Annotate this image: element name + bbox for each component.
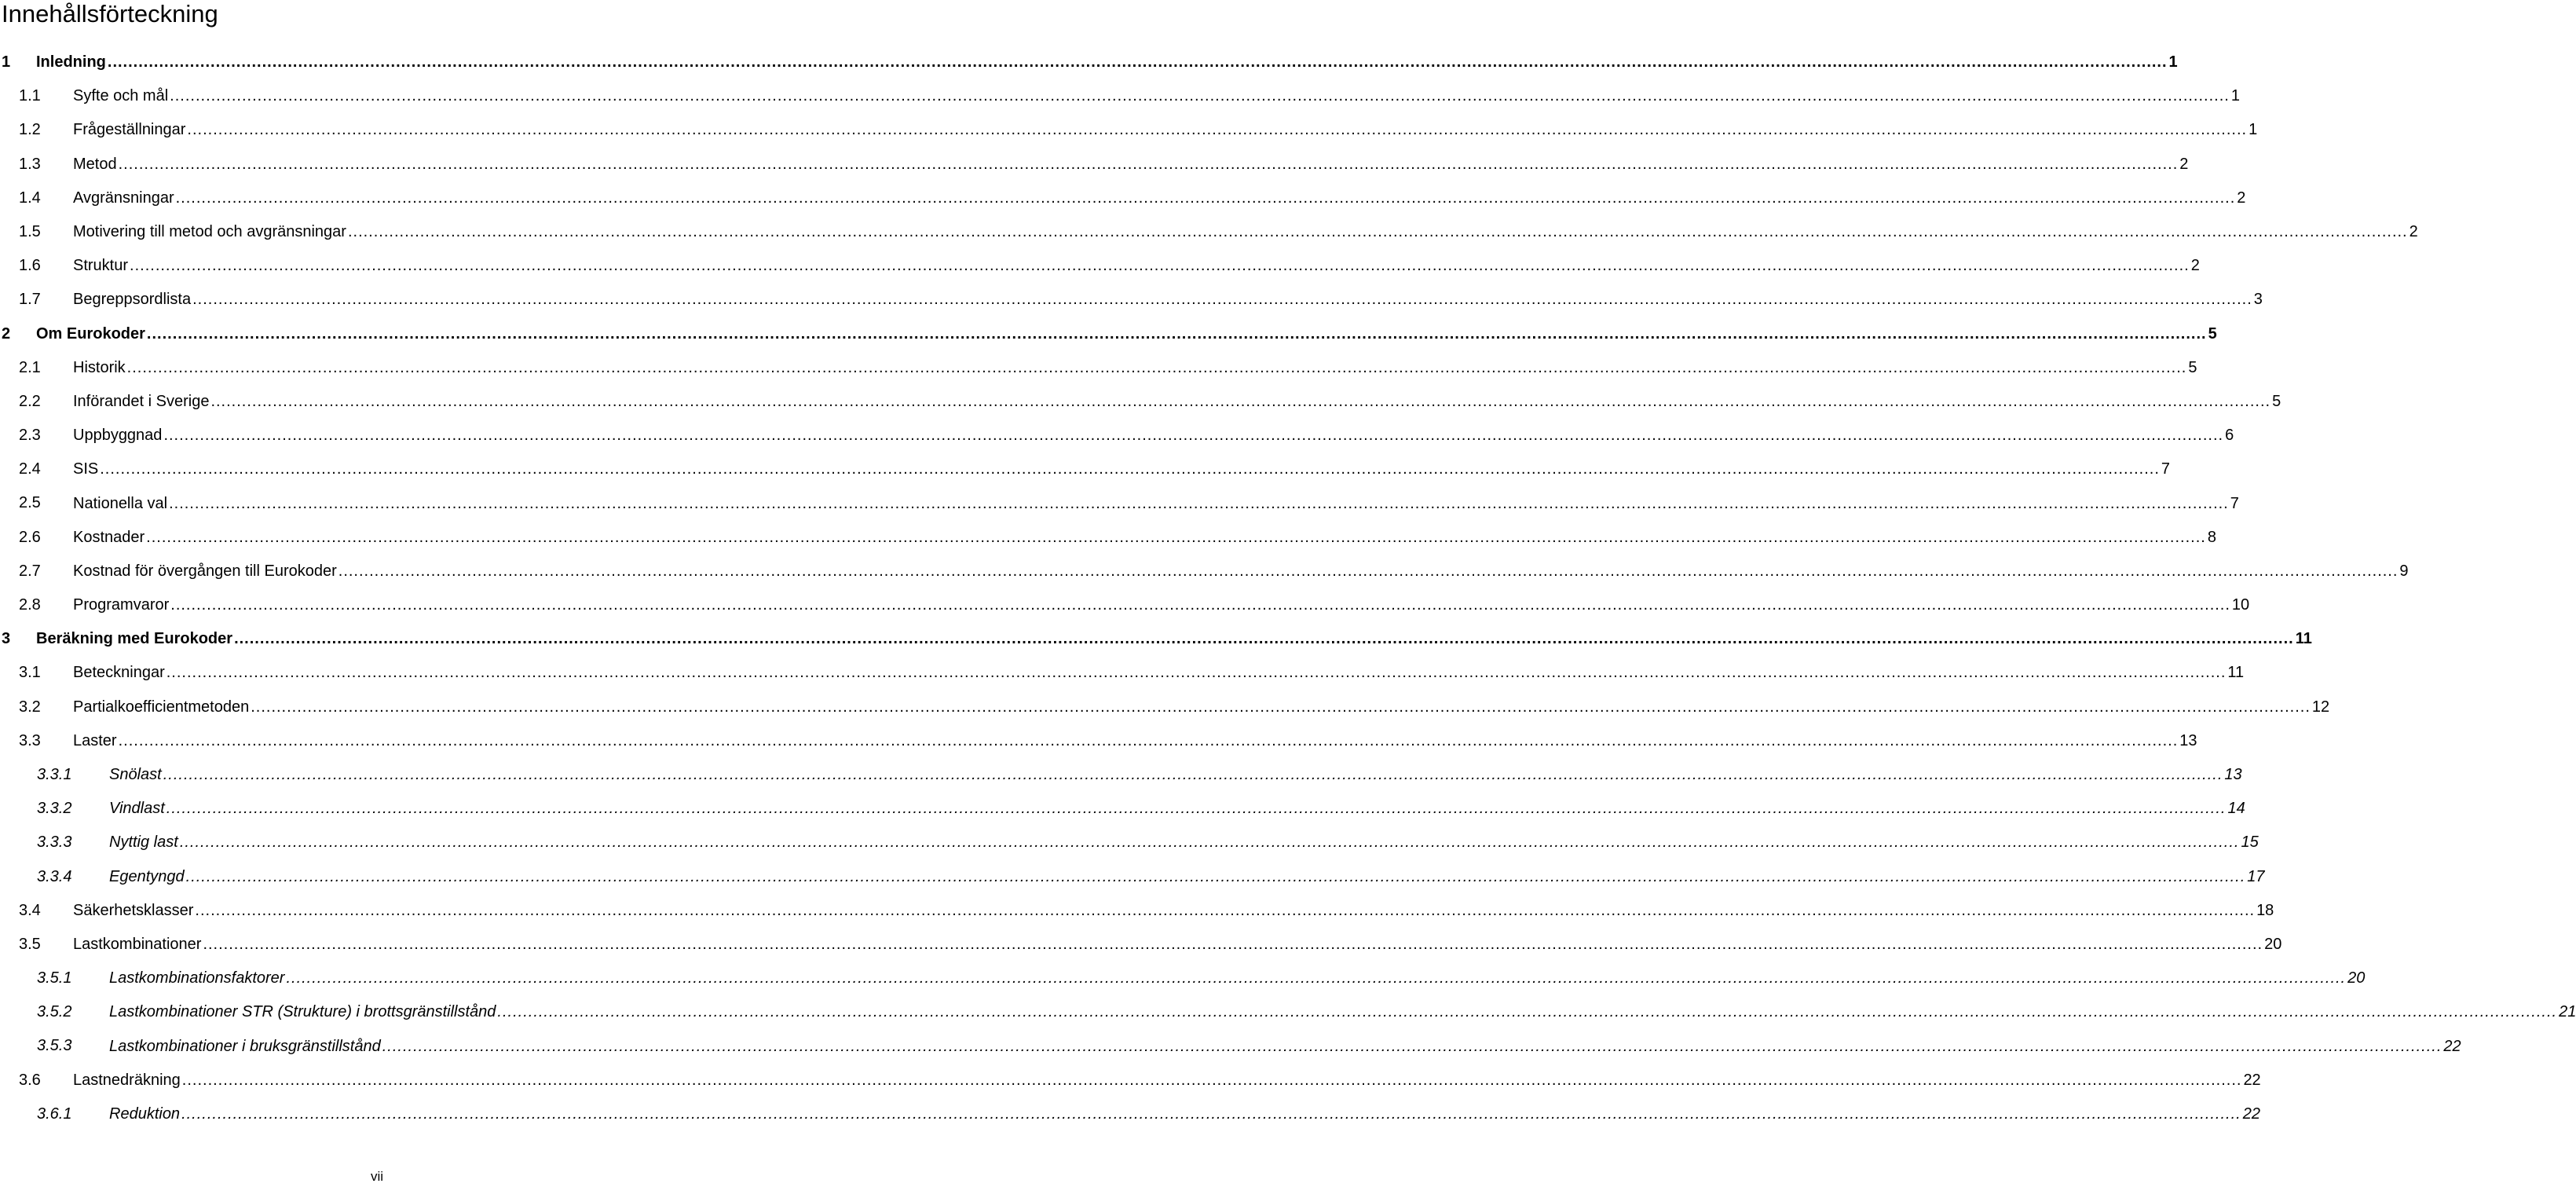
toc-entry-label: Begreppsordlista xyxy=(73,291,192,309)
toc-entry-line xyxy=(73,148,2189,181)
toc-entry-line xyxy=(73,555,2409,588)
toc-dot-leader: ................................................................................................................................................................................................................................................................................................................................................................................................................ xyxy=(382,1037,2442,1055)
toc-entry[interactable] xyxy=(0,283,2263,317)
toc-entry-label: Beteckningar xyxy=(73,664,165,682)
toc-entry-page: 20 xyxy=(2347,969,2366,987)
toc-entry-page: 6 xyxy=(2225,427,2234,445)
toc-dot-leader: ................................................................................................................................................................................................................................................................................................................................................................................................................ xyxy=(130,257,2190,275)
toc-entry[interactable] xyxy=(0,419,2234,452)
toc-entry-page: 21 xyxy=(2559,1003,2576,1021)
toc-dot-leader: ................................................................................................................................................................................................................................................................................................................................................................................................................ xyxy=(179,833,2240,852)
toc-dot-leader: ................................................................................................................................................................................................................................................................................................................................................................................................................ xyxy=(170,596,2230,614)
toc-dot-leader: ................................................................................................................................................................................................................................................................................................................................................................................................................ xyxy=(181,1071,2242,1089)
toc-entry-label: Lastkombinationer STR (Strukture) i brottsgränstillstånd xyxy=(109,1003,496,1021)
toc-dot-leader: ................................................................................................................................................................................................................................................................................................................................................................................................................ xyxy=(146,528,2206,546)
toc-entry[interactable] xyxy=(0,588,2250,622)
toc-entry-number: 3.3.4 xyxy=(37,867,72,885)
toc-entry-page: 7 xyxy=(2230,494,2239,512)
toc-entry-line xyxy=(109,1097,2260,1131)
toc-entry-label: Nationella val xyxy=(73,494,168,512)
toc-entry-label: SIS xyxy=(73,460,99,478)
toc-entry-number: 3.6 xyxy=(19,1071,41,1089)
toc-entry[interactable] xyxy=(0,385,2281,419)
toc-entry-line xyxy=(73,249,2200,283)
toc-entry-line xyxy=(73,894,2274,928)
toc-entry-line xyxy=(73,452,2171,486)
toc-entry-line xyxy=(73,521,2216,555)
toc-entry-line xyxy=(109,758,2242,792)
toc-entry-label: Programvaror xyxy=(73,596,170,614)
table-of-contents xyxy=(0,46,2576,1131)
toc-entry-number: 1.7 xyxy=(19,291,41,309)
toc-entry-number: 1.1 xyxy=(19,87,41,105)
toc-dot-leader: ................................................................................................................................................................................................................................................................................................................................................................................................................ xyxy=(497,1003,2558,1021)
toc-entry-label: Frågeställningar xyxy=(73,121,186,139)
toc-entry-line xyxy=(73,113,2258,147)
toc-entry-number: 2.3 xyxy=(19,427,41,445)
toc-entry-label: Egentyngd xyxy=(109,867,185,885)
toc-entry[interactable] xyxy=(0,1097,2260,1131)
toc-entry[interactable] xyxy=(0,691,2330,724)
toc-entry-line xyxy=(73,351,2197,385)
toc-entry-number: 2.1 xyxy=(19,358,41,376)
toc-entry-label: Syfte och mål xyxy=(73,87,169,105)
toc-entry-line xyxy=(109,962,2366,995)
toc-entry-number: 2.8 xyxy=(19,596,41,614)
toc-entry-label: Struktur xyxy=(73,257,129,275)
toc-entry-label: Laster xyxy=(73,731,117,749)
toc-entry-number: 2.4 xyxy=(19,460,41,478)
toc-entry[interactable] xyxy=(0,1064,2261,1097)
toc-entry[interactable] xyxy=(0,181,2246,215)
toc-dot-leader: ................................................................................................................................................................................................................................................................................................................................................................................................................ xyxy=(187,121,2248,139)
toc-entry-page: 17 xyxy=(2247,867,2265,885)
toc-entry-page: 20 xyxy=(2264,935,2282,953)
toc-entry[interactable] xyxy=(0,555,2409,588)
toc-entry-line xyxy=(73,656,2245,690)
toc-entry-number: 3 xyxy=(2,630,11,648)
toc-entry-number: 1 xyxy=(2,53,11,71)
toc-entry[interactable] xyxy=(0,758,2242,792)
toc-entry-page: 1 xyxy=(2249,121,2258,139)
toc-entry-page: 15 xyxy=(2241,833,2259,852)
toc-dot-leader: ................................................................................................................................................................................................................................................................................................................................................................................................................ xyxy=(163,427,2224,445)
toc-entry-label: Kostnad för övergången till Eurokoder xyxy=(73,562,337,580)
toc-entry-label: Om Eurokoder xyxy=(36,324,145,343)
toc-entry-number: 3.6.1 xyxy=(37,1105,72,1123)
toc-entry-page: 13 xyxy=(2179,731,2197,749)
toc-entry-line xyxy=(73,928,2282,962)
toc-entry-label: Uppbyggnad xyxy=(73,427,163,445)
toc-entry-page: 11 xyxy=(2227,664,2245,682)
toc-entry-line xyxy=(36,46,2178,79)
toc-dot-leader: ................................................................................................................................................................................................................................................................................................................................................................................................................ xyxy=(234,630,2294,648)
toc-entry-page: 22 xyxy=(2242,1105,2260,1123)
toc-entry-page: 7 xyxy=(2161,460,2171,478)
toc-dot-leader: ................................................................................................................................................................................................................................................................................................................................................................................................................ xyxy=(175,189,2236,207)
toc-dot-leader: ................................................................................................................................................................................................................................................................................................................................................................................................................ xyxy=(210,392,2271,410)
toc-entry-label: Partialkoefficientmetoden xyxy=(73,698,250,716)
toc-entry-number: 2.6 xyxy=(19,528,41,546)
toc-entry-label: Beräkning med Eurokoder xyxy=(36,630,233,648)
toc-dot-leader: ................................................................................................................................................................................................................................................................................................................................................................................................................ xyxy=(100,460,2160,478)
toc-dot-leader: ................................................................................................................................................................................................................................................................................................................................................................................................................ xyxy=(347,223,2408,241)
toc-entry-label: Lastkombinationer i bruksgränstillstånd xyxy=(109,1037,381,1055)
toc-entry-label: Säkerhetsklasser xyxy=(73,901,194,919)
toc-entry-number: 2.7 xyxy=(19,562,41,580)
toc-entry-label: Snölast xyxy=(109,766,162,784)
toc-entry-label: Metod xyxy=(73,155,117,173)
toc-entry-line xyxy=(73,691,2330,724)
toc-entry-line xyxy=(73,385,2281,419)
toc-entry-line xyxy=(73,1064,2261,1097)
toc-entry[interactable] xyxy=(0,894,2274,928)
toc-entry-line xyxy=(109,995,2576,1029)
toc-entry-page: 5 xyxy=(2272,392,2281,410)
toc-dot-leader: ................................................................................................................................................................................................................................................................................................................................................................................................................ xyxy=(166,800,2227,818)
toc-entry-page: 8 xyxy=(2207,528,2216,546)
toc-entry[interactable] xyxy=(0,928,2282,962)
toc-entry-number: 3.5.1 xyxy=(37,969,72,987)
toc-entry-page: 18 xyxy=(2256,901,2274,919)
toc-entry[interactable] xyxy=(0,79,2240,113)
toc-entry-label: Motivering till metod och avgränsningar xyxy=(73,223,346,241)
toc-entry-label: Införandet i Sverige xyxy=(73,392,210,410)
toc-dot-leader: ................................................................................................................................................................................................................................................................................................................................................................................................................ xyxy=(169,494,2229,512)
toc-entry-page: 14 xyxy=(2227,800,2245,818)
toc-entry-line xyxy=(73,588,2250,622)
page-number: vii xyxy=(370,1169,384,1184)
toc-entry-label: Vindlast xyxy=(109,800,165,818)
toc-entry-number: 3.5 xyxy=(19,935,41,953)
toc-entry-label: Lastkombinationsfaktorer xyxy=(109,969,285,987)
toc-entry[interactable] xyxy=(0,521,2216,555)
toc-entry-label: Lastnedräkning xyxy=(73,1071,181,1089)
toc-dot-leader: ................................................................................................................................................................................................................................................................................................................................................................................................................ xyxy=(170,87,2230,105)
toc-entry[interactable] xyxy=(0,860,2265,894)
page-title: Innehållsförteckning xyxy=(2,0,218,27)
toc-entry[interactable] xyxy=(0,724,2197,758)
toc-entry-number: 3.5.3 xyxy=(37,1037,72,1055)
toc-entry-page: 22 xyxy=(2243,1071,2261,1089)
toc-entry-number: 1.2 xyxy=(19,121,41,139)
toc-dot-leader: ................................................................................................................................................................................................................................................................................................................................................................................................................ xyxy=(338,562,2399,580)
toc-dot-leader: ................................................................................................................................................................................................................................................................................................................................................................................................................ xyxy=(118,731,2179,749)
toc-entry-label: Avgränsningar xyxy=(73,189,174,207)
toc-entry-page: 2 xyxy=(2179,155,2189,173)
toc-entry-line xyxy=(109,860,2265,894)
toc-entry-line xyxy=(73,181,2246,215)
toc-entry[interactable] xyxy=(0,1029,2461,1063)
toc-dot-leader: ................................................................................................................................................................................................................................................................................................................................................................................................................ xyxy=(203,935,2263,953)
toc-entry-page: 2 xyxy=(2237,189,2246,207)
toc-entry-page: 10 xyxy=(2231,596,2250,614)
toc-entry-number: 3.1 xyxy=(19,664,41,682)
toc-entry-number: 1.4 xyxy=(19,189,41,207)
toc-entry-number: 2.5 xyxy=(19,494,41,512)
toc-entry-line xyxy=(36,622,2312,656)
toc-entry-page: 22 xyxy=(2443,1037,2461,1055)
toc-entry[interactable] xyxy=(0,249,2200,283)
toc-entry-number: 3.2 xyxy=(19,698,41,716)
toc-entry[interactable] xyxy=(0,148,2189,181)
toc-entry[interactable] xyxy=(0,995,2576,1029)
toc-entry-label: Historik xyxy=(73,358,126,376)
toc-entry[interactable] xyxy=(0,215,2418,249)
toc-entry[interactable] xyxy=(0,113,2258,147)
toc-entry[interactable] xyxy=(0,317,2217,351)
toc-entry-page: 1 xyxy=(2230,87,2240,105)
toc-entry-page: 3 xyxy=(2253,291,2263,309)
toc-entry-number: 1.3 xyxy=(19,155,41,173)
toc-entry-line xyxy=(73,419,2234,452)
toc-dot-leader: ................................................................................................................................................................................................................................................................................................................................................................................................................ xyxy=(192,291,2252,309)
toc-entry-line xyxy=(109,826,2259,859)
toc-entry-number: 3.3 xyxy=(19,731,41,749)
toc-entry-number: 3.4 xyxy=(19,901,41,919)
toc-dot-leader: ................................................................................................................................................................................................................................................................................................................................................................................................................ xyxy=(166,664,2227,682)
toc-entry-line xyxy=(109,1029,2461,1063)
toc-dot-leader: ................................................................................................................................................................................................................................................................................................................................................................................................................ xyxy=(126,358,2187,376)
toc-entry-page: 5 xyxy=(2208,324,2217,343)
toc-entry-number: 3.3.3 xyxy=(37,833,72,852)
toc-entry-line xyxy=(73,486,2239,520)
toc-entry[interactable] xyxy=(0,826,2259,859)
toc-entry-page: 13 xyxy=(2224,766,2242,784)
toc-entry-page: 11 xyxy=(2295,630,2312,648)
toc-entry[interactable] xyxy=(0,622,2312,656)
toc-entry-label: Inledning xyxy=(36,53,106,71)
toc-dot-leader: ................................................................................................................................................................................................................................................................................................................................................................................................................ xyxy=(181,1105,2241,1123)
toc-entry[interactable] xyxy=(0,656,2245,690)
toc-entry-line xyxy=(109,792,2245,826)
toc-entry-line xyxy=(73,215,2418,249)
toc-entry-number: 2.2 xyxy=(19,392,41,410)
toc-entry[interactable] xyxy=(0,46,2178,79)
toc-dot-leader: ................................................................................................................................................................................................................................................................................................................................................................................................................ xyxy=(251,698,2311,716)
toc-entry-number: 1.6 xyxy=(19,257,41,275)
toc-dot-leader: ................................................................................................................................................................................................................................................................................................................................................................................................................ xyxy=(286,969,2347,987)
toc-entry-number: 3.3.2 xyxy=(37,800,72,818)
toc-entry-line xyxy=(36,317,2217,351)
toc-entry-line xyxy=(73,283,2263,317)
toc-entry-label: Kostnader xyxy=(73,528,145,546)
toc-dot-leader: ................................................................................................................................................................................................................................................................................................................................................................................................................ xyxy=(146,324,2207,343)
toc-entry-page: 9 xyxy=(2399,562,2409,580)
toc-entry-label: Lastkombinationer xyxy=(73,935,202,953)
toc-entry-number: 3.3.1 xyxy=(37,765,72,783)
toc-dot-leader: ................................................................................................................................................................................................................................................................................................................................................................................................................ xyxy=(163,766,2223,784)
toc-dot-leader: ................................................................................................................................................................................................................................................................................................................................................................................................................ xyxy=(118,155,2179,173)
toc-entry-label: Nyttig last xyxy=(109,833,178,852)
toc-dot-leader: ................................................................................................................................................................................................................................................................................................................................................................................................................ xyxy=(107,53,2168,71)
toc-entry[interactable] xyxy=(0,962,2366,995)
toc-dot-leader: ................................................................................................................................................................................................................................................................................................................................................................................................................ xyxy=(195,901,2256,919)
toc-entry-label: Reduktion xyxy=(109,1105,181,1123)
toc-entry-page: 1 xyxy=(2168,53,2178,71)
toc-entry-number: 1.5 xyxy=(19,222,41,240)
toc-entry-page: 2 xyxy=(2190,257,2200,275)
toc-entry[interactable] xyxy=(0,486,2239,520)
toc-entry-page: 5 xyxy=(2188,358,2197,376)
toc-entry-page: 2 xyxy=(2409,223,2418,241)
toc-entry-line xyxy=(73,724,2197,758)
toc-entry[interactable] xyxy=(0,792,2245,826)
toc-dot-leader: ................................................................................................................................................................................................................................................................................................................................................................................................................ xyxy=(185,867,2246,885)
toc-entry[interactable] xyxy=(0,351,2197,385)
toc-entry-number: 3.5.2 xyxy=(37,1003,72,1021)
toc-entry[interactable] xyxy=(0,452,2171,486)
toc-entry-line xyxy=(73,79,2240,113)
toc-entry-page: 12 xyxy=(2311,698,2330,716)
toc-entry-number: 2 xyxy=(2,324,11,343)
